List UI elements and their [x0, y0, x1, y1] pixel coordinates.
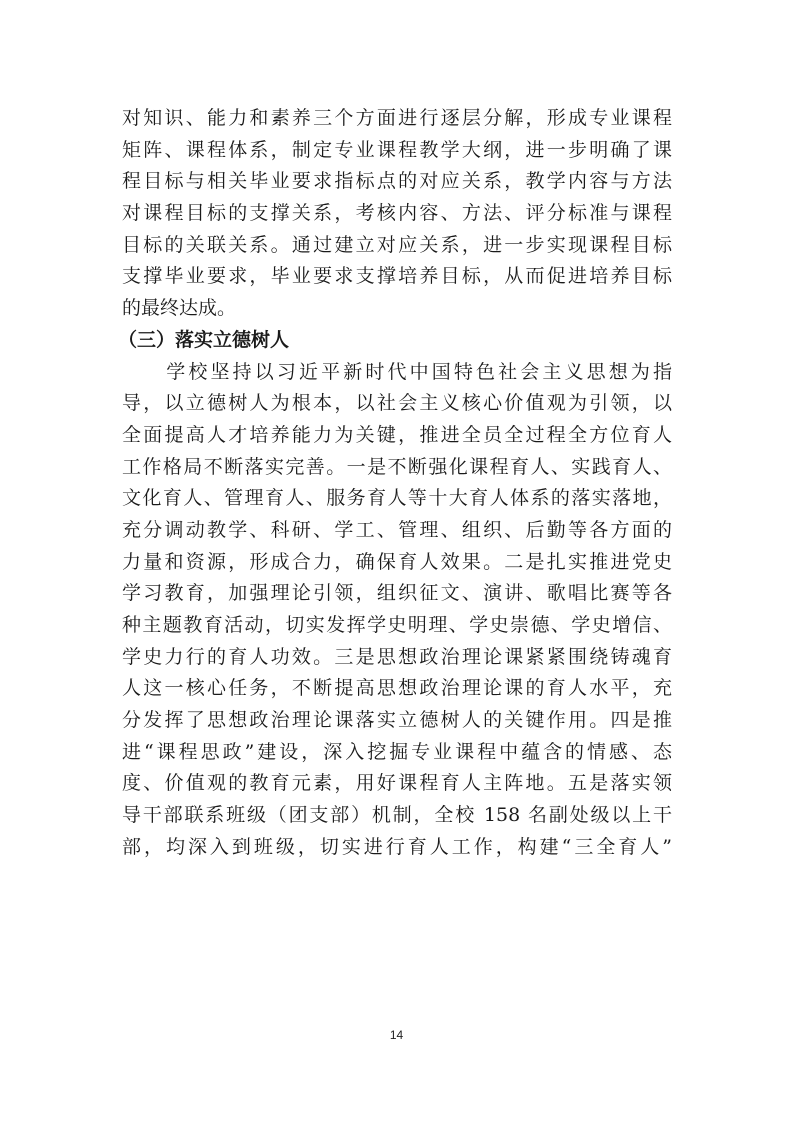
text-line: 支撑毕业要求，毕业要求支撑培养目标，从而促进培养目标	[122, 265, 672, 288]
text-line: 部，均深入到班级，切实进行育人工作，构建“三全育人”	[122, 835, 672, 858]
text-line: 全面提高人才培养能力为关键，推进全员全过程全方位育人	[122, 423, 672, 446]
text-line: 矩阵、课程体系，制定专业课程教学大纲，进一步明确了课	[122, 138, 672, 161]
text-line: 导干部联系班级（团支部）机制，全校 158 名副处级以上干	[122, 804, 672, 827]
text-line: 学习教育，加强理论引领，组织征文、演讲、歌唱比赛等各	[122, 582, 672, 605]
page-number: 14	[389, 1028, 404, 1042]
text-line: 学史力行的育人功效。三是思想政治理论课紧紧围绕铸魂育	[122, 645, 672, 668]
text-line: 人这一核心任务，不断提高思想政治理论课的育人水平，充	[122, 677, 672, 700]
section-heading: （三）落实立德树人	[118, 328, 290, 351]
text-line: 的最终达成。	[122, 297, 237, 320]
text-line: 对知识、能力和素养三个方面进行逐层分解，形成专业课程	[122, 107, 672, 129]
text-line: 充分调动教学、科研、学工、管理、组织、后勤等各方面的	[122, 518, 672, 541]
text-line: 学校坚持以习近平新时代中国特色社会主义思想为指	[122, 360, 672, 383]
text-line: 目标的关联关系。通过建立对应关系，进一步实现课程目标	[122, 233, 672, 256]
text-line: 度、价值观的教育元素，用好课程育人主阵地。五是落实领	[122, 772, 672, 795]
paragraph-moral-education	[122, 357, 672, 864]
body-text	[118, 103, 672, 864]
text-line: 工作格局不断落实完善。一是不断强化课程育人、实践育人、	[122, 455, 672, 478]
text-line: 导，以立德树人为根本，以社会主义核心价值观为引领，以	[122, 392, 672, 415]
text-line: 分发挥了思想政治理论课落实立德树人的关键作用。四是推	[122, 709, 672, 732]
text-line: 种主题教育活动，切实发挥学史明理、学史崇德、学史增信、	[122, 614, 672, 636]
text-line: 程目标与相关毕业要求指标点的对应关系，教学内容与方法	[122, 170, 672, 193]
text-line: 对课程目标的支撑关系，考核内容、方法、评分标准与课程	[122, 202, 672, 225]
text-line: 文化育人、管理育人、服务育人等十大育人体系的落实落地，	[122, 487, 672, 510]
paragraph-curriculum-objectives	[122, 103, 672, 325]
text-line: 力量和资源，形成合力，确保育人效果。二是扎实推进党史	[122, 550, 672, 573]
text-line: 进“课程思政”建设，深入挖掘专业课程中蕴含的情感、态	[122, 740, 672, 763]
